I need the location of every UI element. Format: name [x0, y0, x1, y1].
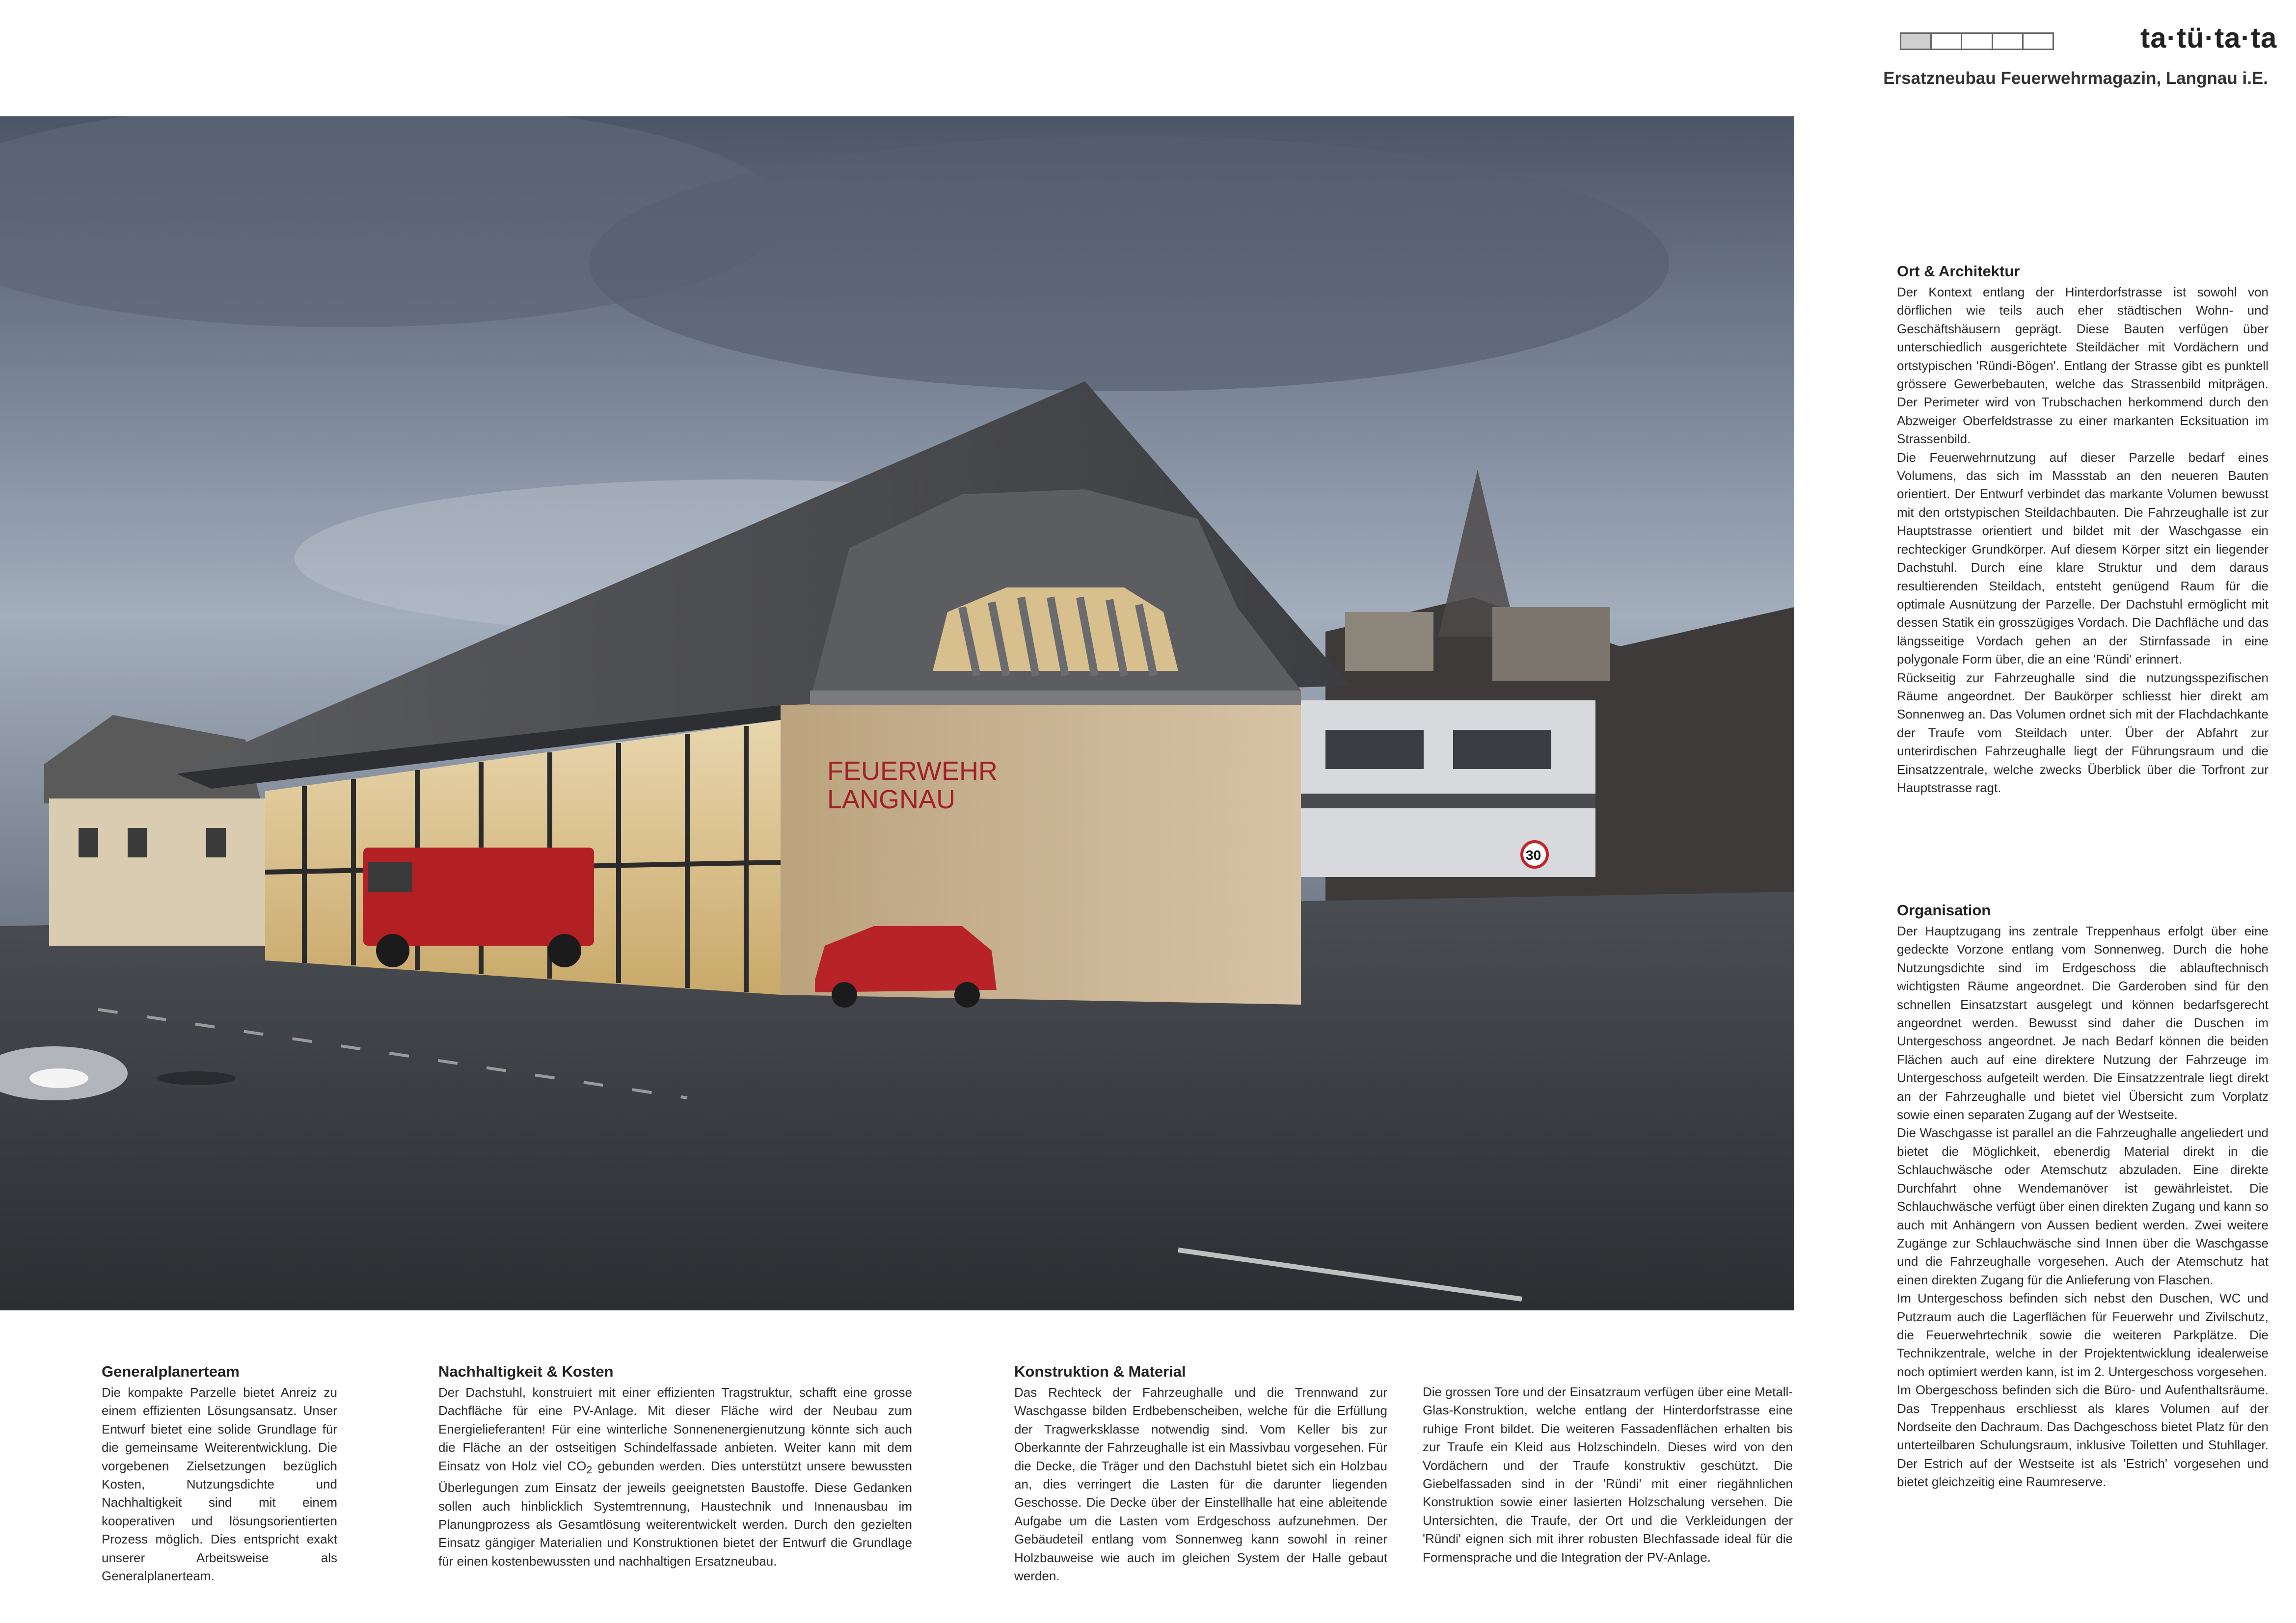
background-house: [1345, 612, 1433, 671]
section-paragraph: Der Kontext entlang der Hinterdorfstrasse ist sowohl von dörflichen wie teils auch eher städtischen Wohn- und Geschäftshäusern geprägt. Diese Bauten verfügen über unterschiedlich ausgerichtete Steildächer mit Vordächern und ortstypischen 'Ründi-Bögen'. Entlang der Strasse gibt es punktell grössere Gewerbebauten, welche das Strassenbild mitprägen. Der Perimeter wird von Trubschachen herkommend durch den Abzweiger Oberfeldstrasse zu einer markanten Ecksituation im Strassenbild.: [1897, 285, 2269, 447]
section-konstruktion-continued: [1423, 1383, 1793, 1567]
architectural-rendering: [0, 116, 1794, 1310]
speed-limit-value: 30: [1526, 848, 1541, 863]
section-generalplanerteam: [102, 1362, 337, 1585]
car-wheel: [954, 982, 980, 1008]
section-title: Generalplanerteam: [102, 1363, 240, 1380]
logo: ta·tü·ta·ta: [2140, 22, 2277, 54]
section-title: Organisation: [1897, 902, 1991, 919]
right-building: [1301, 700, 1595, 877]
fire-truck-cab-window: [368, 862, 412, 892]
section-nachhaltigkeit: [438, 1362, 912, 1570]
section-ort-architektur: [1897, 262, 2269, 797]
left-house: [49, 798, 265, 946]
left-house-window: [206, 828, 226, 857]
right-building-window: [1453, 730, 1551, 769]
section-konstruktion: [1014, 1362, 1387, 1585]
left-house-window: [79, 828, 98, 857]
section-title: Nachhaltigkeit & Kosten: [438, 1363, 614, 1380]
project-title: Ersatzneubau Feuerwehrmagazin, Langnau i.E.: [1883, 69, 2268, 88]
headlight-glow: [29, 1068, 88, 1088]
section-text: Der Dachstuhl, konstruiert mit einer effizienten Tragstruktur, schafft eine grosse Dachfläche für eine PV-Anlage. Mit dieser Fläche wird der Neubau zum Energielieferanten! Für eine winterliche Sonnenenergienutzung könnte sich auch die Fläche an der ostseitigen Schindelfassade anbieten. Weiter kann mit dem Einsatz von Holz viel $CO_2$ gebunden werden. Dies unterstützt unsere bewussten Überlegungen zum Einsatz der jeweils geeignetsten Baustoffe. Diese Gedanken sollen auch hinblicklich Systemtrennung, Haustechnik und Innenausbau im Planungprozess als Gesamtlösung weiterentwickelt werden. Durch den gezielten Einsatz gängiger Materialien und Konstruktionen bietet der Entwurf die Grundlage für einen kostenbewussten und nachhaltigen Ersatzneubau.: [438, 1385, 912, 1569]
title-block-boxes: [1900, 32, 2054, 50]
facade-sign-line1: FEUERWEHR: [827, 756, 998, 786]
section-paragraph: Im Obergeschoss befinden sich die Büro- und Aufenthaltsräume. Das Treppenhaus erschliesst als klares Volumen auf der Nordseite den Dachraum. Das Dachgeschoss bietet Platz für den unterteilbaren Schulungsraum, inklusive Toiletten und Stuhllager. Der Estrich auf der Westseite ist als 'Estrich' vorgesehen und bietet gleichzeitig eine Raumreserve.: [1897, 1383, 2269, 1490]
section-paragraph: Rückseitig zur Fahrzeughalle sind die nutzungsspezifischen Räume angeordnet. Der Baukörper schliesst hier direkt am Sonnenweg an. Das Volumen ordnet sich mit der Flachdachkante der Traufe vom Steildach unter. Über der Abfahrt zur unterirdischen Fahrzeughalle liegt der Führungsraum und die Einsatzzentrale, welche zwecks Überblick über die Torfront zur Hauptstrasse ragt.: [1897, 670, 2269, 795]
gable-beam: [810, 691, 1301, 705]
right-building-window: [1325, 730, 1424, 769]
car-wheel: [832, 982, 857, 1008]
section-paragraph: Im Untergeschoss befinden sich nebst den Duschen, WC und Putzraum auch die Lagerflächen für Feuerwehr und Zivilschutz, die Feuerwehrtechnik sowie die weiteren Parkplätze. Die Technikzentrale, welche in der Projektentwicklung idealerweise noch optimiert werden kann, ist im 2. Untergeschoss vorgesehen.: [1897, 1291, 2269, 1379]
section-text: Die grossen Tore und der Einsatzraum verfügen über eine Metall-Glas-Konstruktion, welche entlang der Hinterdorfstrasse eine ruhige Front bildet. Die weiteren Fassadenflächen erhalten bis zur Traufe ein Kleid aus Holzschindeln. Dieses wird von den Vordächern und der Traufe konstruktiv geschützt. Die Giebelfassaden sind in der 'Ründi' mit einer riegähnlichen Konstruktion sowie einer lasierten Holzschalung versehen. Die Untersichten, die Traufe, der Ort und die Verkleidungen der 'Ründi' eignen sich mit ihrer robusten Blechfassade ideal für die Formensprache und die Integration der PV-Anlage.: [1423, 1384, 1793, 1565]
section-title: Konstruktion & Material: [1014, 1363, 1186, 1380]
fire-truck-wheel: [548, 934, 581, 967]
facade-sign-line2: LANGNAU: [827, 785, 956, 814]
left-house-window: [128, 828, 147, 857]
section-paragraph: Die Waschgasse ist parallel an die Fahrzeughalle angeliedert und bietet die Möglichkeit, ebenerdig Material direkt in die Schlauchwäsche oder Atemschutz abzuladen. Eine direkte Durchfahrt ohne Wendemanöver ist gewährleistet. Die Schlauchwäsche verfügt über einen direkten Zugang und kann so auch mit Anhängern von Aussen bedient werden. Zwei weitere Zugänge zur Schlauchwäsche sind Innen über die Waschgasse und die Fahrzeughalle vorgesehen. Auch der Atemschutz hat einen direkten Zugang für die Anlieferung von Flaschen.: [1897, 1125, 2269, 1287]
fire-truck-wheel: [376, 934, 409, 967]
manhole: [157, 1071, 236, 1085]
section-organisation: [1897, 901, 2269, 1491]
section-title: Ort & Architektur: [1897, 263, 2020, 280]
right-building-balcony: [1301, 794, 1595, 808]
section-paragraph: Die Feuerwehrnutzung auf dieser Parzelle bedarf eines Volumens, das sich im Massstab an den neueren Bauten orientiert. Der Entwurf verbindet das markante Volumen bewusst mit den ortstypischen Steildachbauten. Die Fahrzeughalle ist zur Hauptstrasse orientiert und bildet mit der Waschgasse ein rechteckiger Grundkörper. Auf diesem Körper sitzt ein liegender Dachstuhl. Durch eine klare Struktur und dem daraus resultierenden Steildach, entsteht genügend Raum für die optimale Ausnützung der Parzelle. Der Dachstuhl ermöglicht mit dessen Statik ein grosszügiges Vordach. Die Dachfläche und das längsseitige Vordach gehen an der Stirnfassade in eine polygonale Form über, die an eine 'Ründi' erinnert.: [1897, 450, 2269, 667]
section-paragraph: Der Hauptzugang ins zentrale Treppenhaus erfolgt über eine gedeckte Vorzone entlang vom Sonnenweg. Durch die hohe Nutzungsdichte sind im Erdgeschoss die ablauftechnisch wichtigsten Räume angeordnet. Die Garderoben sind für den schnellen Einsatzstart ausgelegt und können bedarfsgerecht angeordnet werden. Bewusst sind daher die Duschen im Untergeschoss angeordnet. Je nach Bedarf können die beiden Flächen auch auf eine direktere Nutzung der Fahrzeuge im Untergeschoss aufgeteilt werden. Die Einsatzzentrale liegt direkt an der Fahrzeughalle und bietet viel Übersicht zum Vorplatz sowie einen separaten Zugang auf der Westseite.: [1897, 924, 2269, 1122]
section-text: Das Rechteck der Fahrzeughalle und die Trennwand zur Waschgasse bilden Erdbebenscheiben, welche für die Erfüllung der Tragwerksklasse notwendig sind. Vom Keller bis zur Oberkannte der Fahrzeughalle ist ein Massivbau vorgesehen. Für die Decke, die Träger und den Dachstuhl bietet sich ein Holzbau an, dies verringert die Lasten für die darunter liegenden Geschosse. Die Decke über der Einstellhalle hat eine ableitende Aufgabe um die Lasten vom Erdgeschoss aufzunehmen. Der Gebäudeteil entlang vom Sonnenweg kann sowohl in reiner Holzbauweise wie auch im gleichen System der Halle gebaut werden.: [1014, 1385, 1387, 1584]
cloud: [589, 136, 1669, 391]
background-house: [1492, 607, 1610, 681]
section-text: Die kompakte Parzelle bietet Anreiz zu einem effizienten Lösungsansatz. Unser Entwurf bietet eine solide Grundlage für die gemeinsame Weiterentwicklung. Die vorgebenen Zielsetzungen bezüglich Kosten, Nutzungsdichte und Nachhaltigkeit sind mit einem kooperativen und lösungsorientierten Prozess möglich. Dies entspricht exakt unserer Arbeitsweise als Generalplanerteam.: [102, 1385, 337, 1584]
